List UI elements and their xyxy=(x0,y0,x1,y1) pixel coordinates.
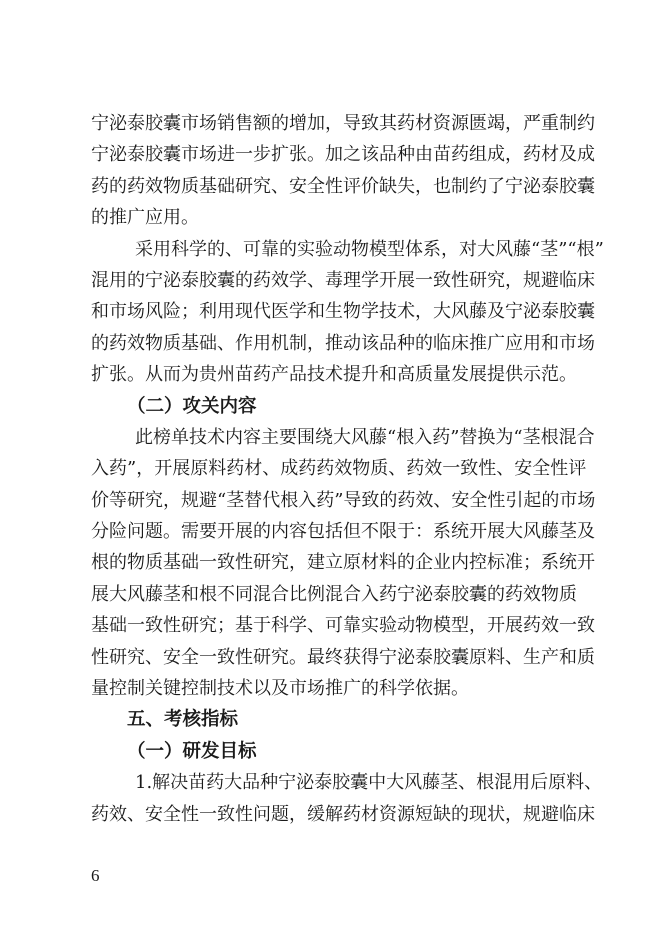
paragraph-line: 分险问题。需要开展的内容包括但不限于：系统开展大风藤茎及 xyxy=(91,521,595,543)
paragraph-line: 药效、安全性一致性问题，缓解药材资源短缺的现状，规避临床 xyxy=(91,803,595,825)
chapter-heading: 五、考核指标 xyxy=(127,709,239,731)
paragraph-line: 根的物质基础一致性研究，建立原材料的企业内控标准；系统开 xyxy=(91,552,595,574)
section-heading: （二）攻关内容 xyxy=(127,395,257,417)
paragraph-line: 价等研究，规避“茎替代根入药”导致的药效、安全性引起的市场 xyxy=(91,489,596,511)
paragraph-line: 和市场风险；利用现代医学和生物学技术，大风藤及宁泌泰胶囊 xyxy=(91,301,595,323)
paragraph-line: 宁泌泰胶囊市场进一步扩张。加之该品种由苗药组成，药材及成 xyxy=(91,144,595,166)
paragraph-line: 的药效物质基础、作用机制，推动该品种的临床推广应用和市场 xyxy=(91,332,595,354)
paragraph-line: 的推广应用。 xyxy=(91,207,199,229)
paragraph-line: 混用的宁泌泰胶囊的药效学、毒理学开展一致性研究，规避临床 xyxy=(91,269,595,291)
paragraph-line: 性研究、安全一致性研究。最终获得宁泌泰胶囊原料、生产和质 xyxy=(91,646,595,668)
section-heading: （一）研发目标 xyxy=(127,740,257,762)
paragraph-line: 扩张。从而为贵州苗药产品技术提升和高质量发展提供示范。 xyxy=(91,364,577,386)
document-body xyxy=(91,108,604,830)
paragraph-line: 药的药效物质基础研究、安全性评价缺失，也制约了宁泌泰胶囊 xyxy=(91,175,595,197)
paragraph-line: 此榜单技术内容主要围绕大风藤“根入药”替换为“茎根混合 xyxy=(135,426,595,448)
paragraph-line: 宁泌泰胶囊市场销售额的增加，导致其药材资源匮竭，严重制约 xyxy=(91,113,595,134)
paragraph-line: 量控制关键控制技术以及市场推广的科学依据。 xyxy=(91,678,469,700)
paragraph-line: 入药”，开展原料药材、成药药效物质、药效一致性、安全性评 xyxy=(91,458,587,480)
page-number: 6 xyxy=(91,866,100,885)
paragraph-line: 采用科学的、可靠的实验动物模型体系，对大风藤“茎”“根” xyxy=(135,238,604,260)
paragraph-line: 基础一致性研究；基于科学、可靠实验动物模型，开展药效一致 xyxy=(91,615,595,637)
paragraph-line: 展大风藤茎和根不同混合比例混合入药宁泌泰胶囊的药效物质 xyxy=(91,583,577,605)
paragraph-line: 1.解决苗药大品种宁泌泰胶囊中大风藤茎、根混用后原料、 xyxy=(135,772,603,794)
